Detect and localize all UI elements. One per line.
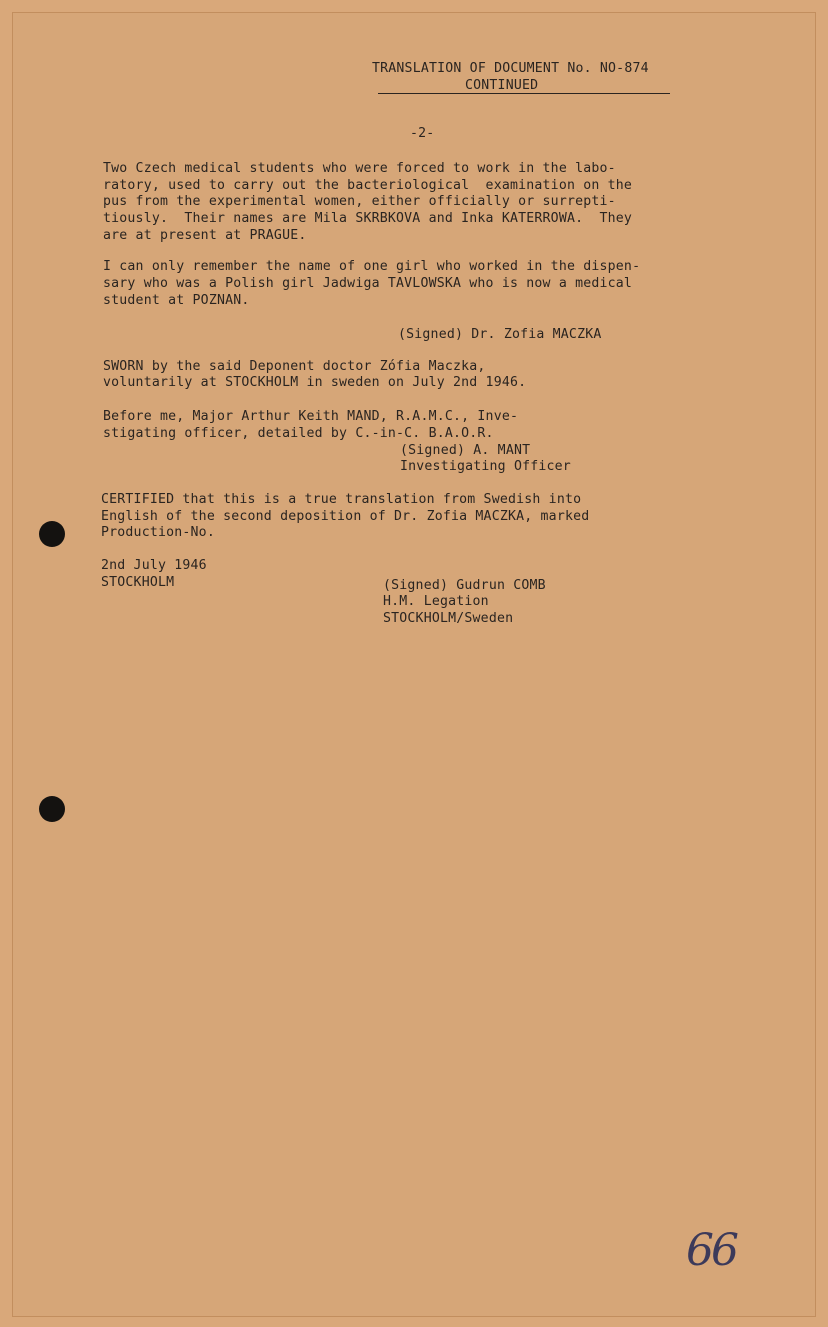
- paragraph2-line: sary who was a Polish girl Jadwiga TAVLOWSKA who is now a medical: [103, 276, 633, 291]
- paragraph1-line: ratory, used to carry out the bacteriological examination on the: [103, 178, 633, 193]
- paragraph1-line: tiously. Their names are Mila SKRBKOVA and Inka KATERROWA. They: [103, 211, 633, 226]
- place: STOCKHOLM: [101, 575, 175, 590]
- punch-hole-top: [39, 521, 65, 547]
- document-title: TRANSLATION OF DOCUMENT No. NO-874: [372, 61, 649, 76]
- certified-line: Production-No.: [101, 525, 215, 540]
- paragraph2-line: I can only remember the name of one girl who worked in the dispen-: [103, 259, 641, 274]
- legation-location: STOCKHOLM/Sweden: [383, 611, 514, 626]
- sworn-line: voluntarily at STOCKHOLM in sweden on July 2nd 1946.: [103, 375, 527, 390]
- certified-line: English of the second deposition of Dr. Zofia MACZKA, marked: [101, 509, 590, 524]
- before-line: Before me, Major Arthur Keith MAND, R.A.M.C., Inve-: [103, 409, 519, 424]
- signature-mant: (Signed) A. MANT: [400, 443, 531, 458]
- signature-comb: (Signed) Gudrun COMB: [383, 578, 546, 593]
- handwritten-page-number: 66: [686, 1225, 736, 1276]
- sworn-line: SWORN by the said Deponent doctor Zófia Maczka,: [103, 359, 486, 374]
- certified-line: CERTIFIED that this is a true translation from Swedish into: [101, 492, 582, 507]
- page-number: -2-: [410, 126, 435, 141]
- header-underline: [378, 93, 670, 94]
- paragraph2-line: student at POZNAN.: [103, 293, 250, 308]
- punch-hole-bottom: [39, 796, 65, 822]
- continued-label: CONTINUED: [465, 78, 539, 93]
- signature-mant-title: Investigating Officer: [400, 459, 571, 474]
- before-line: stigating officer, detailed by C.-in-C. B.A.O.R.: [103, 426, 494, 441]
- date: 2nd July 1946: [101, 558, 207, 573]
- paragraph1-line: are at present at PRAGUE.: [103, 228, 307, 243]
- signature-maczka: (Signed) Dr. Zofia MACZKA: [398, 327, 602, 342]
- legation: H.M. Legation: [383, 594, 489, 609]
- paragraph1-line: Two Czech medical students who were forced to work in the labo-: [103, 161, 616, 176]
- paragraph1-line: pus from the experimental women, either officially or surrepti-: [103, 194, 616, 209]
